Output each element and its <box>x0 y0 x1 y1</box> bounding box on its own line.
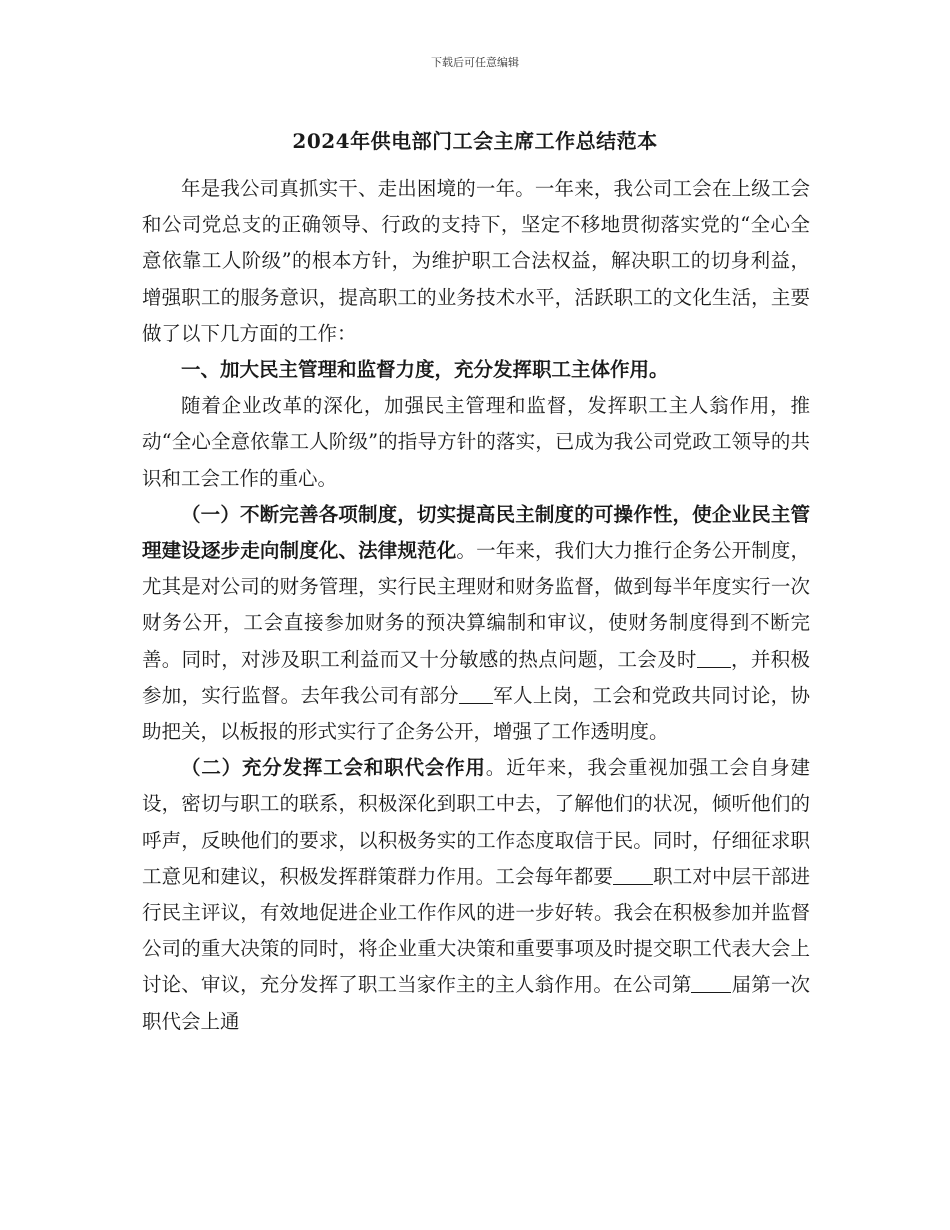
fill-in-blank <box>697 646 731 667</box>
document-title: 2024年供电部门工会主席工作总结范本 <box>292 129 658 153</box>
fill-in-blank <box>613 863 653 884</box>
paragraph-text: ，并积极参加，实行监督。去年我公司有部分 <box>142 647 810 707</box>
subsection-1-paragraph <box>142 497 810 750</box>
document-body <box>142 171 810 1040</box>
subsection-2-heading: （二）充分发挥工会和职代会作用 <box>181 756 486 780</box>
subsection-2-paragraph <box>142 750 810 1040</box>
section-heading-1: 一、加大民主管理和监督力度，充分发挥职工主体作用。 <box>181 358 669 382</box>
fill-in-blank <box>691 972 731 993</box>
paragraph-text: 。一年来，我们大力推行企务公开制度，尤其是对公司的财务管理，实行民主理财和财务监督，做到每半年度实行一次财务公开，工会直接参加财务的预决算编制和审议，使财务制度得到不断完善。同时，对涉及职工利益而又十分敏感的热点问题，工会及时 <box>142 539 810 671</box>
paragraph-text: 。近年来，我会重视加强工会自身建设，密切与职工的联系，积极深化到职工中去，了解他们的状况，倾听他们的呼声，反映他们的要求，以积极务实的工作态度取信于民。同时，仔细征求职工意见和建议，积极发挥群策群力作用。工会每年都要 <box>142 756 810 888</box>
page-header-note: 下载后可任意编辑 <box>431 56 519 69</box>
paragraph-text: 职工对中层干部进行民主评议，有效地促进企业工作作风的进一步好转。我会在积极参加并监督公司的重大决策的同时，将企业重大决策和重要事项及时提交职工代表大会上讨论、审议，充分发挥了职工当家作主的主人翁作用。在公司第 <box>142 864 810 997</box>
paragraph-text: 届第一次职代会上通 <box>142 973 810 1033</box>
fill-in-blank <box>459 682 493 703</box>
section-1-intro-paragraph: 随着企业改革的深化，加强民主管理和监督，发挥职工主人翁作用，推动“全心全意依靠工人阶级”的指导方针的落实，已成为我公司党政工领导的共识和工会工作的重心。 <box>142 394 810 490</box>
paragraph-text: 军人上岗，工会和党政共同讨论，协助把关，以板报的形式实行了企务公开，增强了工作透明度。 <box>142 683 810 744</box>
subsection-1-heading: （一）不断完善各项制度，切实提高民主制度的可操作性，使企业民主管理建设逐步走向制度化、法律规范化 <box>142 502 810 563</box>
intro-paragraph: 年是我公司真抓实干、走出困境的一年。一年来，我公司工会在上级工会和公司党总支的正确领导、行政的支持下，坚定不移地贯彻落实党的“全心全意依靠工人阶级”的根本方针，为维护职工合法权益，解决职工的切身利益，增强职工的服务意识，提高职工的业务技术水平，活跃职工的文化生活，主要做了以下几方面的工作： <box>142 177 810 345</box>
